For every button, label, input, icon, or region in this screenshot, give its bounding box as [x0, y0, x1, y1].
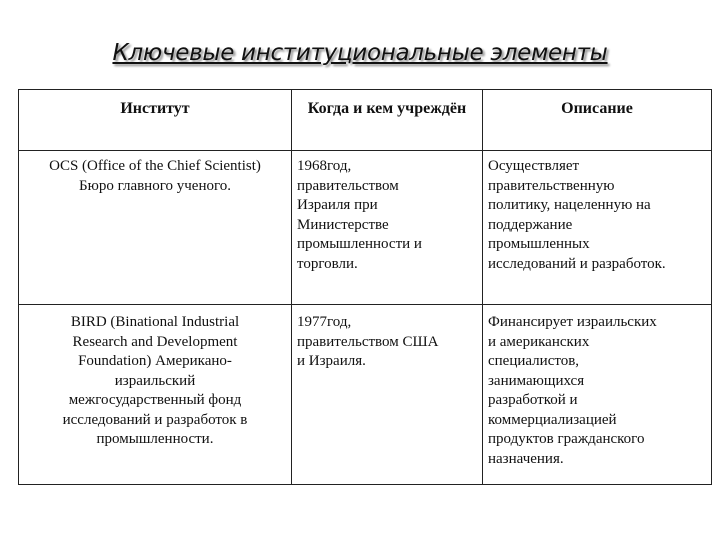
institutions-table — [18, 89, 712, 485]
header-founded: Когда и кем учреждён — [292, 90, 483, 151]
slide-title: Ключевые институциональные элементы — [112, 40, 608, 66]
cell-founded: 1977год, правительством США и Израиля. — [292, 305, 483, 485]
table-row — [19, 305, 712, 485]
cell-description: Финансирует израильских и американских специалистов, занимающихся разработкой и коммерциализацией продуктов гражданского назначения. — [483, 305, 712, 485]
cell-institute: BIRD (Binational Industrial Research and Development Foundation) Американо- израильский межгосударственный фонд исследований и разработок в промышленности. — [19, 305, 292, 485]
cell-institute: OCS (Office of the Chief Scientist) Бюро главного ученого. — [19, 151, 292, 305]
header-institute: Институт — [19, 90, 292, 151]
cell-description: Осуществляет правительственную политику, нацеленную на поддержание промышленных исследований и разработок. — [483, 151, 712, 305]
table-header-row — [19, 90, 712, 151]
cell-founded: 1968год, правительством Израиля при Министерстве промышленности и торговли. — [292, 151, 483, 305]
table-row — [19, 151, 712, 305]
header-description: Описание — [483, 90, 712, 151]
